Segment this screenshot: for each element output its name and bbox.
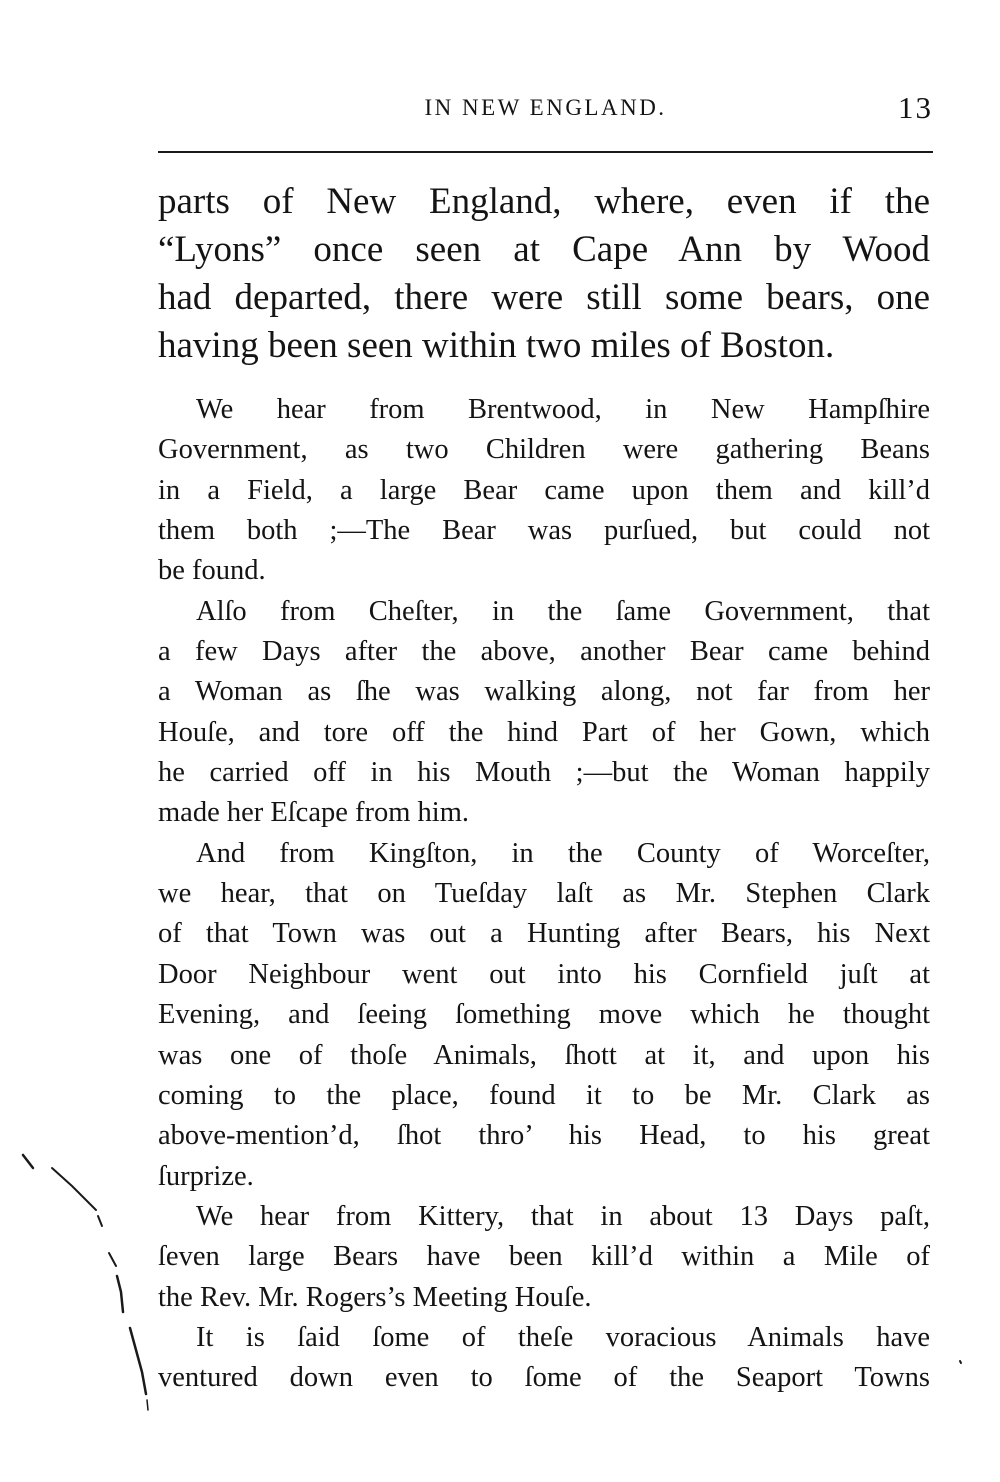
text-line: was one of thoſe Animals, ſhott at it, and upon his <box>158 1039 930 1071</box>
text-line: having been seen within two miles of Boston. <box>158 325 835 366</box>
text-line: a Woman as ſhe was walking along, not far from her <box>158 676 930 708</box>
text-line: ſurprize. <box>158 1160 254 1192</box>
text-line: ventured down even to ſome of the Seaport Towns <box>158 1362 930 1394</box>
text-line: a few Days after the above, another Bear came behind <box>158 636 930 668</box>
page-number: 13 <box>898 90 933 125</box>
text-line: ſeven large Bears have been kill’d within a Mile of <box>158 1241 930 1273</box>
text-line: above-mention’d, ſhot thro’ his Head, to his great <box>158 1120 930 1152</box>
text-line: be found. <box>158 555 266 587</box>
text-line: them both ;—The Bear was purſued, but could not <box>158 515 930 547</box>
text-line: made her Eſcape from him. <box>158 797 469 829</box>
running-title: IN NEW ENGLAND. <box>424 95 667 120</box>
text-line: And from Kingſton, in the County of Worceſter, <box>196 837 930 869</box>
text-line: We hear from Kittery, that in about 13 Days paſt, <box>196 1200 930 1232</box>
text-line: Government, as two Children were gathering Beans <box>158 434 930 466</box>
text-line: “Lyons” once seen at Cape Ann by Wood <box>158 229 930 270</box>
text-line: the Rev. Mr. Rogers’s Meeting Houſe. <box>158 1281 592 1313</box>
text-line: had departed, there were still some bears, one <box>158 277 930 318</box>
text-line: coming to the place, found it to be Mr. Clark as <box>158 1079 930 1111</box>
text-line: Houſe, and tore off the hind Part of her Gown, which <box>158 716 930 748</box>
text-line: parts of New England, where, even if the <box>158 181 930 222</box>
text-line: we hear, that on Tueſday laſt as Mr. Stephen Clark <box>158 878 930 910</box>
text-line: he carried off in his Mouth ;—but the Woman happily <box>158 757 930 789</box>
text-line: It is ſaid ſome of theſe voracious Animals have <box>196 1321 930 1353</box>
text-line: Door Neighbour went out into his Cornfield juſt at <box>158 958 930 990</box>
text-line: in a Field, a large Bear came upon them and kill’d <box>158 474 930 506</box>
text-line: of that Town was out a Hunting after Bears, his Next <box>158 918 930 950</box>
text-line: We hear from Brentwood, in New Hampſhire <box>196 394 930 425</box>
text-line: Evening, and ſeeing ſomething move which he thought <box>158 999 930 1031</box>
text-line: Alſo from Cheſter, in the ſame Government, that <box>196 595 930 627</box>
